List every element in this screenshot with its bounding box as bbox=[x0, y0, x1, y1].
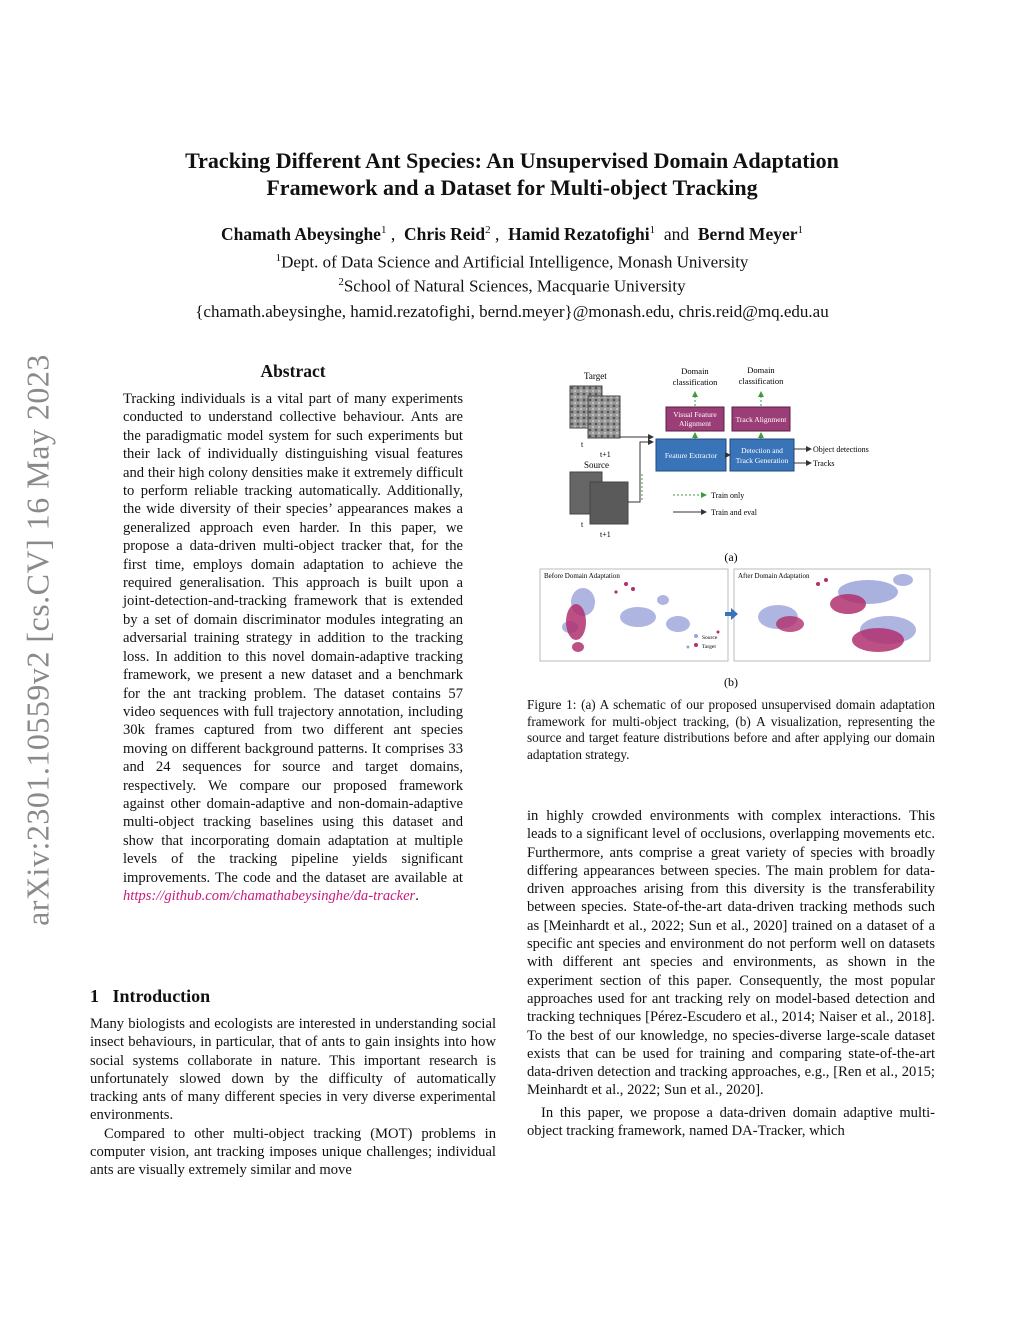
abstract-heading: Abstract bbox=[260, 361, 326, 381]
svg-text:After Domain Adaptation: After Domain Adaptation bbox=[738, 572, 810, 580]
code-link[interactable]: https://github.com/chamathabeysinghe/da-tracker bbox=[123, 887, 416, 904]
legend-train-only: Train only bbox=[711, 491, 745, 500]
source-label: Source bbox=[584, 460, 609, 470]
svg-text:Track Alignment: Track Alignment bbox=[735, 415, 787, 424]
arxiv-identifier: arXiv:2301.10559v2 [cs.CV] 16 May 2023 bbox=[19, 354, 56, 926]
section-heading: 1 Introduction bbox=[90, 986, 211, 1006]
author-name: Chamath Abeysinghe bbox=[220, 224, 381, 244]
svg-text:Detection and: Detection and bbox=[741, 446, 783, 455]
figure-1 bbox=[528, 362, 934, 692]
paragraph: In this paper, we propose a data-driven domain adaptive multi-object tracking framework, named DA-Tracker, which bbox=[527, 1104, 935, 1140]
legend-source: Source bbox=[702, 635, 718, 641]
domain-classification-label: Domain bbox=[681, 366, 709, 376]
paragraph: Compared to other multi-object tracking (MOT) problems in computer vision, ant tracking imposes unique challenges; individual ants are visually extremely similar and move bbox=[90, 1125, 496, 1179]
target-label: Target bbox=[584, 371, 607, 381]
legend-train-eval: Train and eval bbox=[711, 508, 757, 517]
legend-target: Target bbox=[702, 644, 716, 650]
svg-text:Visual Feature: Visual Feature bbox=[673, 410, 717, 419]
author-name: Chris Reid bbox=[403, 224, 486, 244]
paragraph: Many biologists and ecologists are interested in understanding social insect behaviours, in particular, that of ants to gain insights into how social systems collaborate in nature. This important research is unfortunately slowed down by the difficulty of automatically tracking ants of many different species in very diverse experimental environments. bbox=[90, 1016, 496, 1124]
svg-text:Track Generation: Track Generation bbox=[735, 456, 789, 465]
svg-text:classification: classification bbox=[738, 376, 784, 386]
svg-text:Feature Extractor: Feature Extractor bbox=[664, 451, 718, 460]
intro-column-left bbox=[90, 1015, 496, 1180]
figure-caption: Figure 1: (a) A schematic of our proposed unsupervised domain adaptation framework for multi-object tracking, (b) A visualization, representing the source and target feature distributions before and after applying our domain adaptation strategy. bbox=[527, 697, 935, 762]
author-name: Hamid Rezatofighi bbox=[508, 224, 650, 244]
svg-text:classification: classification bbox=[672, 377, 718, 387]
abstract-body: Tracking individuals is a vital part of many experiments conducted to understand collective behaviour. Ants are the paradigmatic model system for such experiments but their lack of individually distinguishing visual features and their high colony densities make it extremely difficult to perform reliable tracking automatically. Additionally, the wide diversity of their species’ appearances makes a generalized approach even harder. In this paper, we propose a data-driven multi-object tracker that, for the first time, employs domain adaptation to achieve the required generalisation. This approach is built upon a joint-detection-and-tracking framework that is extended by a set of domain discriminator modules integrating an adversarial training strategy in addition to the tracking loss. In addition to this novel domain-adaptive tracking framework, we present a new dataset and a benchmark for the ant tracking problem. The dataset contains 57 video sequences with full trajectory annotation, including 30k frames captured from two different ant species moving on different background patterns. It comprises 33 and 24 sequences for source and target domains, respectively. We compare our proposed framework against other domain-adaptive and non-domain-adaptive multi-object tracking baselines using this dataset and show that incorporating domain adaptation at multiple levels of the tracking pipeline yields significant improvements. The code and the dataset are available at https://github.com/chamathabeysinghe/da-tracker. bbox=[123, 391, 463, 904]
source-frame-t1 bbox=[590, 482, 628, 524]
author-list: Chamath Abeysinghe$^1$ , Chris Reid$^2$ , Hamid Rezatofighi$^1$ and Bernd Meyer$^1$ bbox=[220, 224, 803, 244]
svg-text:t: t bbox=[581, 520, 584, 529]
svg-text:Tracks: Tracks bbox=[813, 459, 835, 468]
svg-text:t: t bbox=[581, 440, 584, 449]
domain-classification-label: Domain bbox=[747, 365, 775, 375]
author-name: Bernd Meyer bbox=[697, 224, 798, 244]
author-emails: {chamath.abeysinghe, hamid.rezatofighi, bernd.meyer}@monash.edu, chris.reid@mq.edu.au bbox=[195, 302, 829, 321]
target-frame-t1 bbox=[588, 396, 620, 438]
svg-text:Alignment: Alignment bbox=[678, 419, 712, 428]
svg-text:t+1: t+1 bbox=[600, 450, 611, 459]
subfigure-b-label: (b) bbox=[724, 675, 738, 689]
svg-text:Before Domain Adaptation: Before Domain Adaptation bbox=[544, 572, 620, 580]
intro-column-right bbox=[527, 807, 935, 1140]
affiliation: $^2$School of Natural Sciences, Macquarie University bbox=[338, 276, 686, 296]
paper-title: Tracking Different Ant Species: An Unsupervised Domain Adaptation Framework and a Dataset for Multi-object Tracking bbox=[185, 148, 839, 200]
svg-text:Object detections: Object detections bbox=[813, 445, 869, 454]
paragraph: in highly crowded environments with complex interactions. This leads to a significant level of occlusions, overlapping movements etc. Furthermore, ants comprise a great variety of species with broadly differing appearances between species. The main problem for data-driven approaches arising from this diversity is the transferability between species. State-of-the-art data-driven tracking methods such as [Meinhardt et al., 2022; Sun et al., 2020] trained on a dataset of a specific ant species and environment do not perform well on datasets with different ant species and environments, as shown in the experiment section of this paper. Consequently, the most popular approaches used for ant tracking rely on model-based detection and tracking techniques [Pérez-Escudero et al., 2014; Naiser et al., 2018]. To the best of our knowledge, no species-diverse large-scale dataset exists that can be used for training and comparing state-of-the-art data-driven detection and tracking approaches, e.g., [Ren et al., 2015; Meinhardt et al., 2022; Sun et al., 2020]. bbox=[527, 808, 935, 1099]
affiliation: $^1$Dept. of Data Science and Artificial Intelligence, Monash University bbox=[275, 252, 749, 272]
subfigure-a-label: (a) bbox=[724, 550, 738, 564]
detection-track-generation-box bbox=[730, 439, 794, 471]
svg-text:t+1: t+1 bbox=[600, 530, 611, 539]
